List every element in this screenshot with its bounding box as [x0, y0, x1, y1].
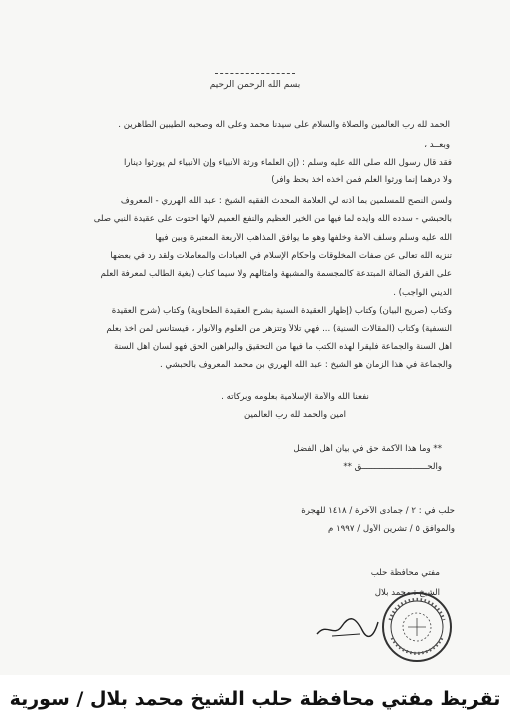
body-line: النسفية) وكتاب (المقالات السنية) ... فهي تلالأ وتتزهر من العلوم والأنوار ، فيستأنس لمن أخذ بعلم	[106, 324, 452, 334]
signatory-name: الشيخ : محمد بلال	[374, 588, 440, 598]
body-line: الحمد لله رب العالمين والصلاة والسلام على سيدنا محمد وعلى آله وصحبه الطيبين الطاهرين .	[118, 120, 450, 130]
body-line: الديني الواجب) .	[393, 288, 452, 298]
body-line: ولا درهما إنما ورثوا العلم فمن أخذه أخذ بحظ وافر)	[271, 175, 452, 185]
page-caption: تقريظ مفتي محافظة حلب الشيخ محمد بلال / سورية	[9, 687, 501, 710]
date-hijri: حلب في : ٢ / جمادى الآخرة / ١٤١٨ للهجرة	[301, 506, 455, 516]
body-line: والجماعة في هذا الزمان هو الشيخ : عبد الله الهرري بن محمد المعروف بالحبشي .	[159, 360, 452, 370]
basmala: بسم الله الرحمن الرحيم	[209, 80, 301, 90]
handwritten-signature	[312, 612, 382, 642]
official-seal	[380, 590, 454, 664]
body-line: تنزيه الله تعالى عن صفات المخلوقات وأحكام الإسلام في العبادات والمعاملات ولقد رد في بعضها	[110, 251, 452, 261]
body-line: أهل السنة والجماعة فليقرأ لهذه الكتب ما فيها من التحقيق والبراهين الحق فهو لسان أهل السنة	[114, 342, 452, 352]
body-line: الله عليه وسلم وسلف الأمة وخلفها وهو ما يوافق المذاهب الأربعة المعتبرة وبين فيها	[155, 233, 452, 243]
signatory-title: مفتي محافظة حلب	[370, 568, 440, 578]
date-gregorian: والموافق ٥ / تشرين الأول / ١٩٩٧ م	[328, 524, 455, 534]
body-line: ولسن النصح للمسلمين بما أذنه لي العلامة المحدث الفقيه الشيخ : عبد الله الهرري - المعروف	[120, 196, 452, 206]
body-line: فقد قال رسول الله صلى الله عليه وسلم : (إن العلماء ورثة الأنبياء وإن الأنبياء لم يورثوا دينارا	[124, 158, 452, 168]
body-line: بالحبشي - سدده الله وأيده لما فيها من الخير العظيم والنفع العميم لأنها احتوت على عقيدة النبي صلى	[93, 214, 452, 224]
body-line: وبعــد ،	[424, 140, 450, 150]
verse-line: والحــــــــــــــــــــــــــق **	[343, 462, 442, 472]
body-line: وكتاب (صريح البيان) وكتاب (إظهار العقيدة السنية بشرح العقيدة الطحاوية) وكتاب (شرح العقيدة	[111, 306, 452, 316]
top-divider	[215, 73, 295, 74]
closing-line: آمين والحمد لله رب العالمين	[243, 410, 347, 420]
verse-line: ** وما هذا الأكمة حق في بيان أهل الفضل	[293, 444, 442, 454]
body-line: على الفرق الضالة المبتدعة كالمجسمة والمشبهة وأمثالهم ولا سيما كتاب (بغية الطالب لمعرفة العلم	[100, 269, 452, 279]
closing-line: نفعنا الله والأمة الإسلامية بعلومه وبركاته .	[221, 392, 369, 402]
